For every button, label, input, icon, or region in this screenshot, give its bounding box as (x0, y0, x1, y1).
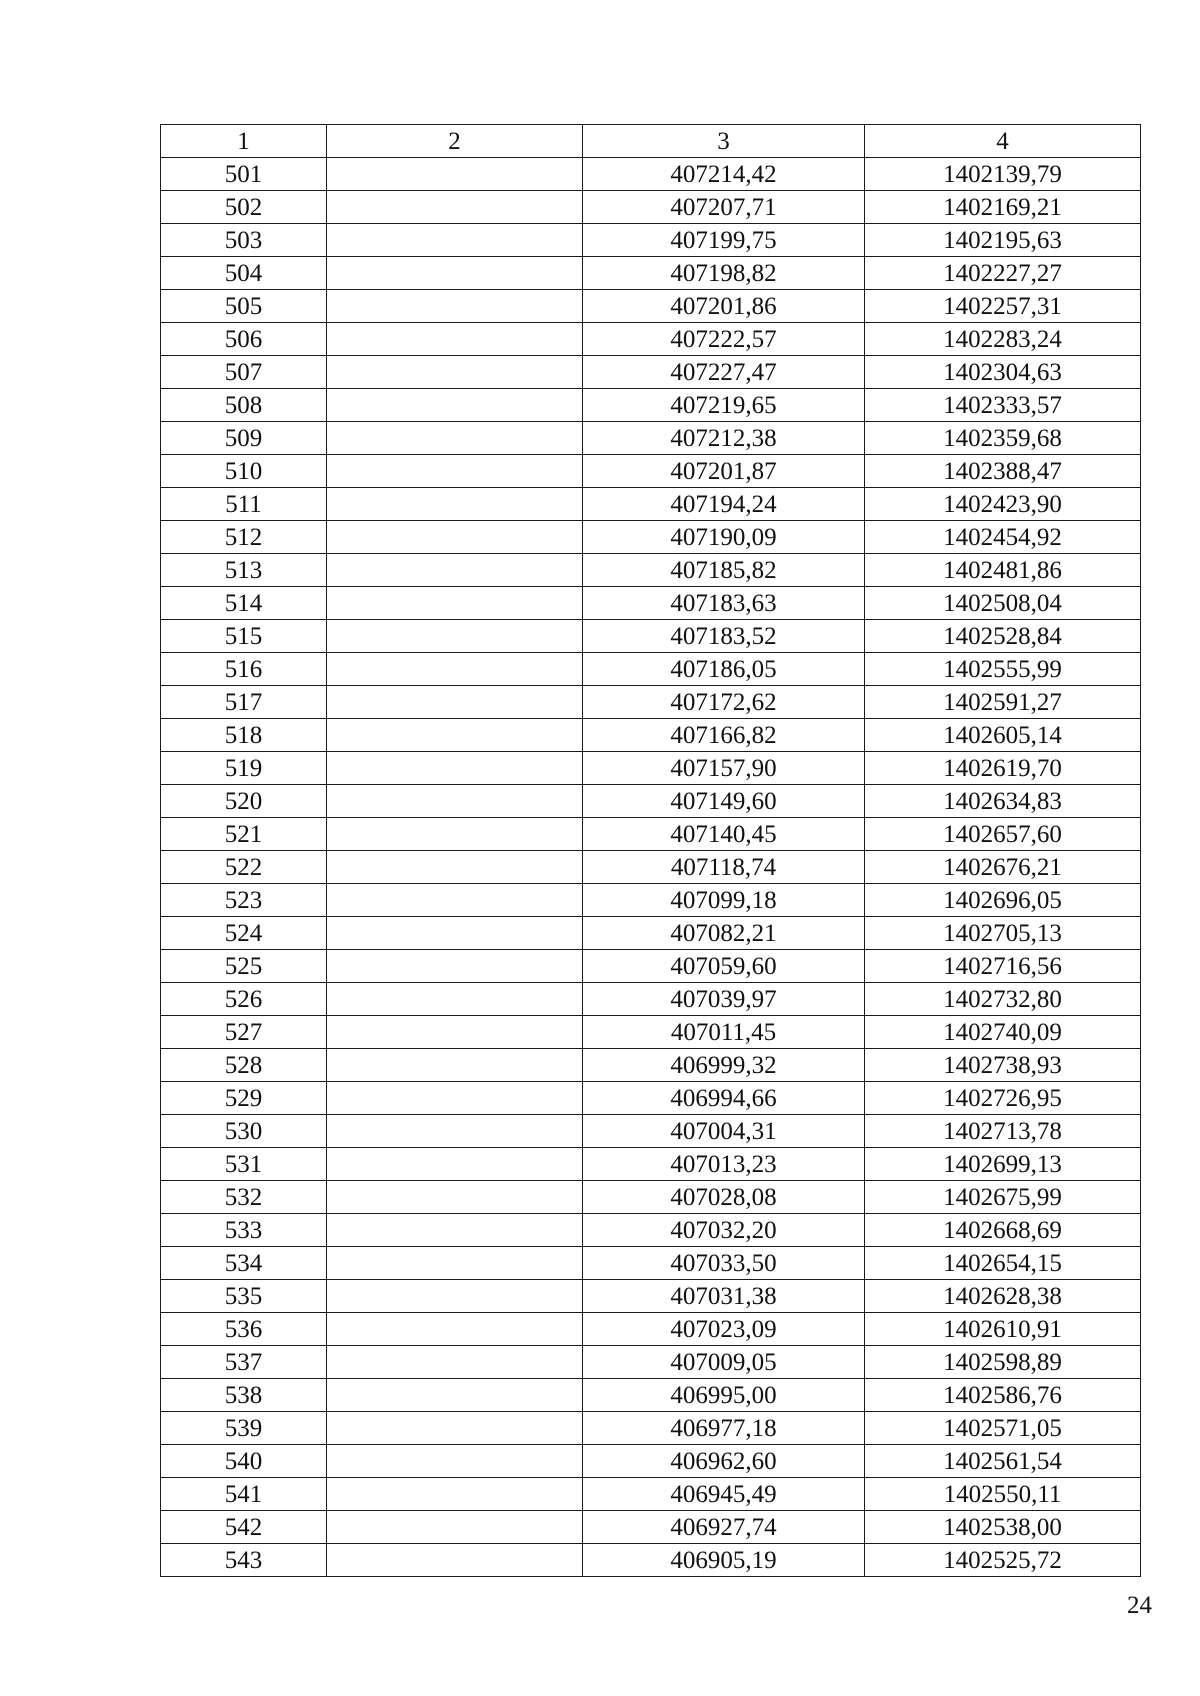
table-row (161, 323, 1141, 356)
coordinate-x-cell: 407214,42 (583, 158, 865, 191)
point-number-cell: 540 (161, 1445, 327, 1478)
point-number-cell: 516 (161, 653, 327, 686)
coordinate-x-cell: 407185,82 (583, 554, 865, 587)
empty-cell (327, 455, 583, 488)
point-number-cell: 533 (161, 1214, 327, 1247)
table-row (161, 257, 1141, 290)
empty-cell (327, 1148, 583, 1181)
coordinate-y-cell: 1402525,72 (865, 1544, 1141, 1577)
empty-cell (327, 1313, 583, 1346)
coordinate-y-cell: 1402713,78 (865, 1115, 1141, 1148)
point-number-cell: 515 (161, 620, 327, 653)
coordinate-y-cell: 1402359,68 (865, 422, 1141, 455)
coordinate-y-cell: 1402423,90 (865, 488, 1141, 521)
coordinate-y-cell: 1402705,13 (865, 917, 1141, 950)
point-number-cell: 536 (161, 1313, 327, 1346)
coordinate-y-cell: 1402586,76 (865, 1379, 1141, 1412)
table-row (161, 1478, 1141, 1511)
point-number-cell: 520 (161, 785, 327, 818)
table-row (161, 554, 1141, 587)
empty-cell (327, 1445, 583, 1478)
table-row (161, 1445, 1141, 1478)
point-number-cell: 538 (161, 1379, 327, 1412)
point-number-cell: 522 (161, 851, 327, 884)
coordinate-y-cell: 1402550,11 (865, 1478, 1141, 1511)
empty-cell (327, 884, 583, 917)
coordinate-y-cell: 1402634,83 (865, 785, 1141, 818)
coordinate-x-cell: 406994,66 (583, 1082, 865, 1115)
point-number-cell: 530 (161, 1115, 327, 1148)
table-row (161, 1544, 1141, 1577)
point-number-cell: 532 (161, 1181, 327, 1214)
table-row (161, 719, 1141, 752)
coordinate-x-cell: 407183,63 (583, 587, 865, 620)
empty-cell (327, 323, 583, 356)
table-row (161, 653, 1141, 686)
point-number-cell: 503 (161, 224, 327, 257)
point-number-cell: 511 (161, 488, 327, 521)
point-number-cell: 527 (161, 1016, 327, 1049)
point-number-cell: 507 (161, 356, 327, 389)
point-number-cell: 518 (161, 719, 327, 752)
coordinate-y-cell: 1402169,21 (865, 191, 1141, 224)
coordinate-y-cell: 1402388,47 (865, 455, 1141, 488)
coordinate-x-cell: 407039,97 (583, 983, 865, 1016)
coordinate-x-cell: 407222,57 (583, 323, 865, 356)
table-row (161, 1379, 1141, 1412)
table-row (161, 356, 1141, 389)
empty-cell (327, 1049, 583, 1082)
column-header-1: 1 (161, 125, 327, 158)
empty-cell (327, 983, 583, 1016)
coordinate-x-cell: 407199,75 (583, 224, 865, 257)
table-row (161, 950, 1141, 983)
empty-cell (327, 686, 583, 719)
table-row (161, 1082, 1141, 1115)
empty-cell (327, 818, 583, 851)
point-number-cell: 539 (161, 1412, 327, 1445)
table-row (161, 983, 1141, 1016)
coordinate-x-cell: 406995,00 (583, 1379, 865, 1412)
coordinate-x-cell: 407198,82 (583, 257, 865, 290)
point-number-cell: 501 (161, 158, 327, 191)
point-number-cell: 506 (161, 323, 327, 356)
table-row (161, 1346, 1141, 1379)
table-row (161, 917, 1141, 950)
coordinate-x-cell: 407118,74 (583, 851, 865, 884)
coordinate-x-cell: 407201,87 (583, 455, 865, 488)
point-number-cell: 534 (161, 1247, 327, 1280)
empty-cell (327, 587, 583, 620)
coordinate-x-cell: 407004,31 (583, 1115, 865, 1148)
column-header-3: 3 (583, 125, 865, 158)
empty-cell (327, 620, 583, 653)
empty-cell (327, 1082, 583, 1115)
point-number-cell: 542 (161, 1511, 327, 1544)
empty-cell (327, 653, 583, 686)
empty-cell (327, 1412, 583, 1445)
coordinate-x-cell: 407201,86 (583, 290, 865, 323)
empty-cell (327, 1511, 583, 1544)
coordinate-x-cell: 407059,60 (583, 950, 865, 983)
coordinate-x-cell: 407140,45 (583, 818, 865, 851)
table-row (161, 290, 1141, 323)
coordinate-x-cell: 407212,38 (583, 422, 865, 455)
coordinate-y-cell: 1402333,57 (865, 389, 1141, 422)
empty-cell (327, 389, 583, 422)
table-row (161, 884, 1141, 917)
point-number-cell: 528 (161, 1049, 327, 1082)
table-row (161, 1115, 1141, 1148)
point-number-cell: 529 (161, 1082, 327, 1115)
coordinate-y-cell: 1402738,93 (865, 1049, 1141, 1082)
table-row (161, 1181, 1141, 1214)
table-row (161, 1016, 1141, 1049)
empty-cell (327, 488, 583, 521)
empty-cell (327, 224, 583, 257)
empty-cell (327, 950, 583, 983)
coordinate-y-cell: 1402605,14 (865, 719, 1141, 752)
table-row (161, 191, 1141, 224)
table-row (161, 587, 1141, 620)
coordinate-y-cell: 1402591,27 (865, 686, 1141, 719)
point-number-cell: 535 (161, 1280, 327, 1313)
coordinate-y-cell: 1402675,99 (865, 1181, 1141, 1214)
empty-cell (327, 917, 583, 950)
empty-cell (327, 719, 583, 752)
coordinate-x-cell: 407190,09 (583, 521, 865, 554)
table-row (161, 488, 1141, 521)
coordinate-x-cell: 406905,19 (583, 1544, 865, 1577)
point-number-cell: 510 (161, 455, 327, 488)
coordinate-y-cell: 1402732,80 (865, 983, 1141, 1016)
empty-cell (327, 422, 583, 455)
coordinate-x-cell: 407166,82 (583, 719, 865, 752)
table-row (161, 851, 1141, 884)
coordinate-y-cell: 1402668,69 (865, 1214, 1141, 1247)
coordinate-y-cell: 1402699,13 (865, 1148, 1141, 1181)
coordinate-y-cell: 1402628,38 (865, 1280, 1141, 1313)
coordinate-y-cell: 1402139,79 (865, 158, 1141, 191)
point-number-cell: 512 (161, 521, 327, 554)
empty-cell (327, 191, 583, 224)
table-header-row (161, 125, 1141, 158)
empty-cell (327, 851, 583, 884)
table-row (161, 1148, 1141, 1181)
coordinates-table (160, 124, 1141, 1577)
coordinate-y-cell: 1402716,56 (865, 950, 1141, 983)
coordinate-y-cell: 1402696,05 (865, 884, 1141, 917)
coordinate-y-cell: 1402654,15 (865, 1247, 1141, 1280)
point-number-cell: 525 (161, 950, 327, 983)
empty-cell (327, 1247, 583, 1280)
coordinate-y-cell: 1402561,54 (865, 1445, 1141, 1478)
coordinate-y-cell: 1402508,04 (865, 587, 1141, 620)
table-row (161, 1247, 1141, 1280)
point-number-cell: 531 (161, 1148, 327, 1181)
point-number-cell: 524 (161, 917, 327, 950)
table-row (161, 422, 1141, 455)
coordinate-y-cell: 1402610,91 (865, 1313, 1141, 1346)
table-row (161, 785, 1141, 818)
empty-cell (327, 1016, 583, 1049)
coordinate-x-cell: 407227,47 (583, 356, 865, 389)
coordinate-y-cell: 1402227,27 (865, 257, 1141, 290)
coordinate-x-cell: 407082,21 (583, 917, 865, 950)
coordinate-y-cell: 1402740,09 (865, 1016, 1141, 1049)
coordinate-y-cell: 1402538,00 (865, 1511, 1141, 1544)
table-row (161, 389, 1141, 422)
table-row (161, 158, 1141, 191)
column-header-4: 4 (865, 125, 1141, 158)
empty-cell (327, 356, 583, 389)
empty-cell (327, 257, 583, 290)
point-number-cell: 537 (161, 1346, 327, 1379)
coordinate-y-cell: 1402555,99 (865, 653, 1141, 686)
coordinate-x-cell: 407011,45 (583, 1016, 865, 1049)
page-number: 24 (1127, 1592, 1152, 1619)
coordinate-x-cell: 406945,49 (583, 1478, 865, 1511)
point-number-cell: 505 (161, 290, 327, 323)
coordinate-x-cell: 406962,60 (583, 1445, 865, 1478)
coordinate-x-cell: 407023,09 (583, 1313, 865, 1346)
point-number-cell: 517 (161, 686, 327, 719)
empty-cell (327, 1280, 583, 1313)
empty-cell (327, 554, 583, 587)
point-number-cell: 543 (161, 1544, 327, 1577)
coordinate-x-cell: 406927,74 (583, 1511, 865, 1544)
point-number-cell: 502 (161, 191, 327, 224)
table-row (161, 818, 1141, 851)
table-row (161, 1049, 1141, 1082)
table-row (161, 1313, 1141, 1346)
empty-cell (327, 1544, 583, 1577)
coordinate-y-cell: 1402598,89 (865, 1346, 1141, 1379)
coordinate-y-cell: 1402304,63 (865, 356, 1141, 389)
table-row (161, 521, 1141, 554)
coordinate-x-cell: 406977,18 (583, 1412, 865, 1445)
point-number-cell: 523 (161, 884, 327, 917)
point-number-cell: 509 (161, 422, 327, 455)
point-number-cell: 513 (161, 554, 327, 587)
coordinate-y-cell: 1402481,86 (865, 554, 1141, 587)
column-header-2: 2 (327, 125, 583, 158)
table-row (161, 1511, 1141, 1544)
empty-cell (327, 752, 583, 785)
table-body (161, 158, 1141, 1577)
coordinate-y-cell: 1402676,21 (865, 851, 1141, 884)
empty-cell (327, 1478, 583, 1511)
table-row (161, 620, 1141, 653)
empty-cell (327, 1115, 583, 1148)
coordinate-x-cell: 407013,23 (583, 1148, 865, 1181)
table-row (161, 455, 1141, 488)
point-number-cell: 541 (161, 1478, 327, 1511)
coordinate-x-cell: 407172,62 (583, 686, 865, 719)
coordinate-y-cell: 1402257,31 (865, 290, 1141, 323)
empty-cell (327, 290, 583, 323)
empty-cell (327, 1214, 583, 1247)
coordinate-y-cell: 1402619,70 (865, 752, 1141, 785)
coordinate-x-cell: 407186,05 (583, 653, 865, 686)
coordinate-x-cell: 407099,18 (583, 884, 865, 917)
table-row (161, 1280, 1141, 1313)
coordinate-y-cell: 1402528,84 (865, 620, 1141, 653)
coordinate-x-cell: 407219,65 (583, 389, 865, 422)
point-number-cell: 521 (161, 818, 327, 851)
coordinate-x-cell: 407194,24 (583, 488, 865, 521)
coordinate-x-cell: 407183,52 (583, 620, 865, 653)
coordinate-x-cell: 407031,38 (583, 1280, 865, 1313)
coordinate-y-cell: 1402657,60 (865, 818, 1141, 851)
empty-cell (327, 1379, 583, 1412)
coordinate-y-cell: 1402454,92 (865, 521, 1141, 554)
point-number-cell: 504 (161, 257, 327, 290)
empty-cell (327, 785, 583, 818)
table-row (161, 1214, 1141, 1247)
coordinate-x-cell: 407009,05 (583, 1346, 865, 1379)
table-row (161, 686, 1141, 719)
coordinate-y-cell: 1402283,24 (865, 323, 1141, 356)
coordinate-x-cell: 407028,08 (583, 1181, 865, 1214)
coordinate-y-cell: 1402195,63 (865, 224, 1141, 257)
coordinate-x-cell: 407149,60 (583, 785, 865, 818)
coordinate-x-cell: 406999,32 (583, 1049, 865, 1082)
table-row (161, 752, 1141, 785)
empty-cell (327, 521, 583, 554)
coordinate-x-cell: 407032,20 (583, 1214, 865, 1247)
point-number-cell: 526 (161, 983, 327, 1016)
coordinate-x-cell: 407033,50 (583, 1247, 865, 1280)
coordinate-x-cell: 407207,71 (583, 191, 865, 224)
table-row (161, 224, 1141, 257)
empty-cell (327, 158, 583, 191)
coordinate-x-cell: 407157,90 (583, 752, 865, 785)
table-row (161, 1412, 1141, 1445)
empty-cell (327, 1346, 583, 1379)
point-number-cell: 514 (161, 587, 327, 620)
coordinate-y-cell: 1402726,95 (865, 1082, 1141, 1115)
empty-cell (327, 1181, 583, 1214)
point-number-cell: 519 (161, 752, 327, 785)
coordinate-y-cell: 1402571,05 (865, 1412, 1141, 1445)
point-number-cell: 508 (161, 389, 327, 422)
